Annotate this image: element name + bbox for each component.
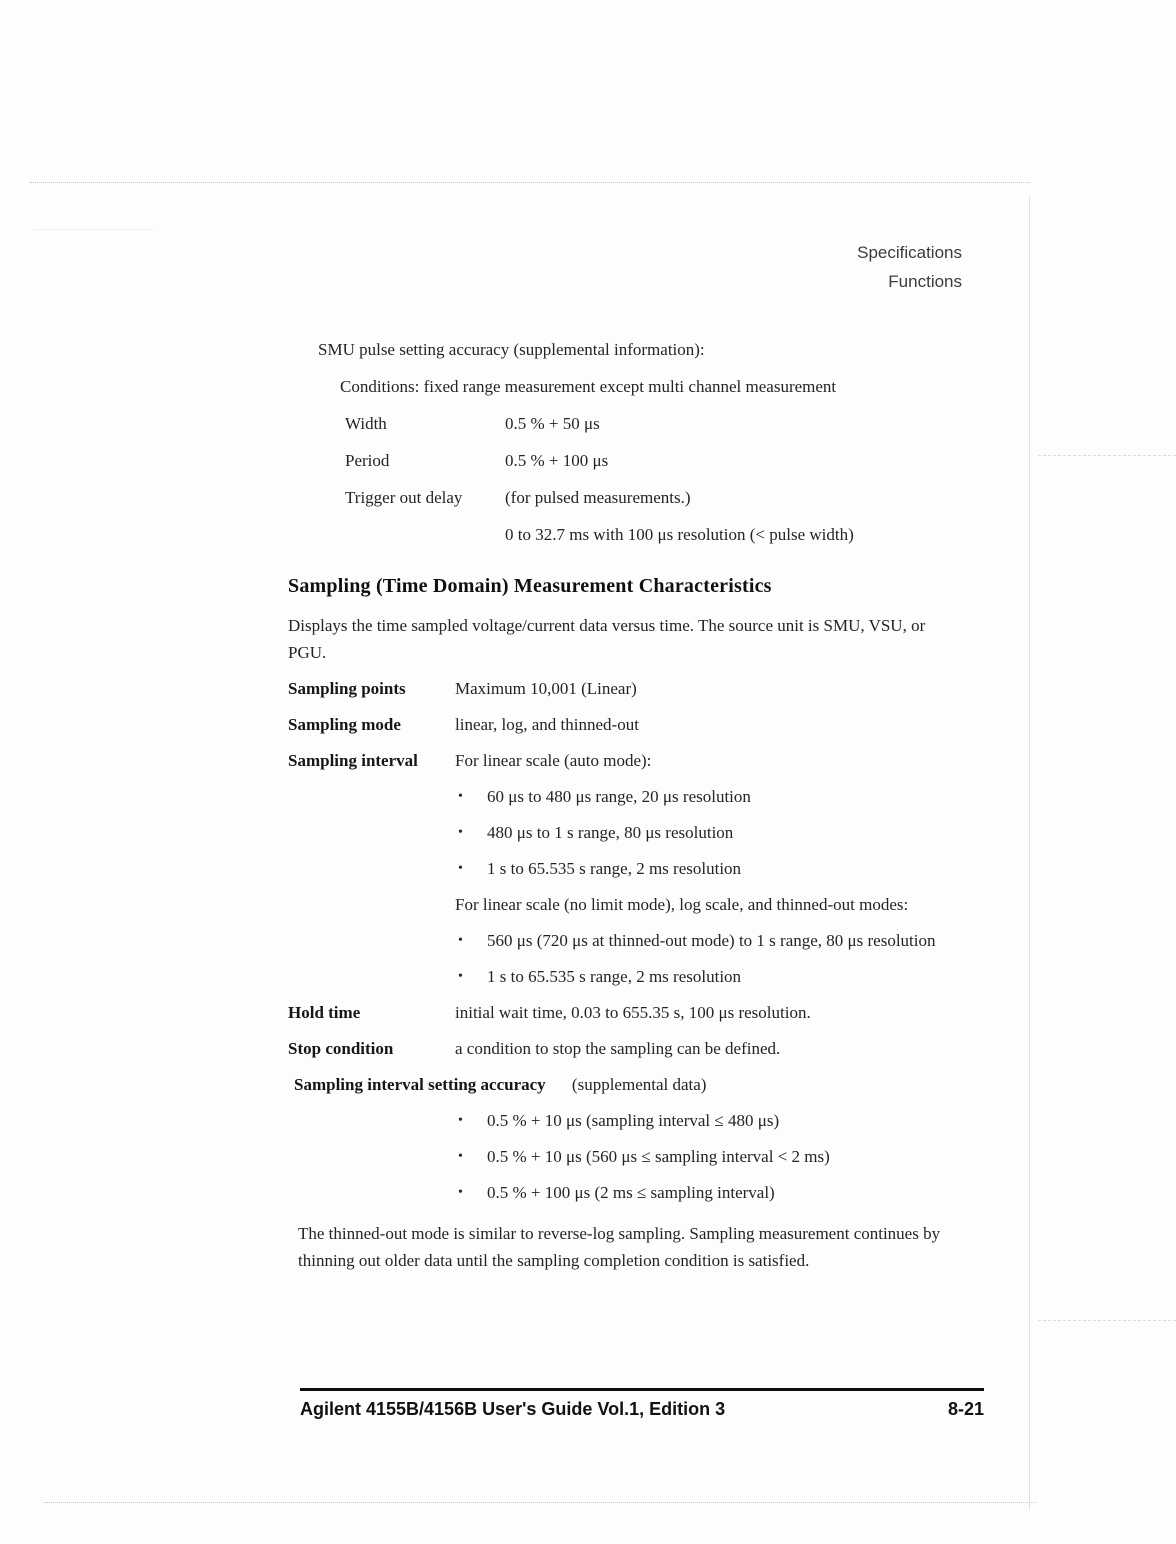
spec-value: 0 to 32.7 ms with 100 μs resolution (< pulse width) — [505, 525, 854, 544]
list-item-text: 60 μs to 480 μs range, 20 μs resolution — [487, 787, 751, 806]
list-item — [458, 819, 952, 846]
spec-label: Stop condition — [288, 1039, 394, 1058]
pulse-accuracy-intro: SMU pulse setting accuracy (supplemental information): — [318, 340, 705, 359]
spec-value: Maximum 10,001 (Linear) — [455, 679, 637, 698]
list-item — [458, 1107, 952, 1134]
bullet-icon: • — [458, 789, 463, 804]
spec-value: (supplemental data) — [571, 1075, 707, 1094]
bullet-icon: • — [458, 861, 463, 876]
scan-line-top — [30, 182, 1030, 183]
scan-line-bottom — [44, 1502, 1036, 1503]
list-item-text: 480 μs to 1 s range, 80 μs resolution — [487, 823, 734, 842]
list-item — [458, 1179, 952, 1206]
bullet-icon: • — [458, 825, 463, 840]
list-item-text: 560 μs (720 μs at thinned-out mode) to 1 s range, 80 μs resolution — [487, 931, 936, 950]
list-item-text: 0.5 % + 100 μs (2 ms ≤ sampling interval) — [487, 1183, 775, 1202]
spec-label: Sampling interval setting accuracy — [294, 1075, 546, 1094]
footer-title: Agilent 4155B/4156B User's Guide Vol.1, Edition 3 — [300, 1399, 726, 1419]
bullet-icon: • — [458, 1185, 463, 1200]
spec-value: (for pulsed measurements.) — [505, 488, 691, 507]
list-item — [458, 783, 952, 810]
bullet-icon: • — [458, 969, 463, 984]
page-footer — [300, 1388, 984, 1420]
table-row — [288, 1035, 952, 1062]
spec-value: 0.5 % + 50 μs — [505, 414, 600, 433]
spec-value: 0.5 % + 100 μs — [505, 451, 609, 470]
running-header — [857, 238, 962, 296]
spec-label: Trigger out delay — [345, 488, 463, 507]
bullet-icon: • — [458, 1113, 463, 1128]
spec-label: Width — [345, 414, 387, 433]
closing-paragraph: The thinned-out mode is similar to reverse-log sampling. Sampling measurement continues by thinning out older data until the sampling completion condition is satisfied. — [298, 1224, 941, 1270]
spec-value: For linear scale (auto mode): — [455, 751, 652, 770]
spec-value: initial wait time, 0.03 to 655.35 s, 100 μs resolution. — [455, 1003, 811, 1022]
page-content — [288, 336, 952, 1274]
table-row — [288, 747, 952, 774]
spec-value: a condition to stop the sampling can be defined. — [455, 1039, 781, 1058]
list-item-text: 1 s to 65.535 s range, 2 ms resolution — [487, 967, 742, 986]
bullet-icon: • — [458, 1149, 463, 1164]
header-section: Functions — [888, 272, 962, 291]
table-row — [288, 675, 952, 702]
section-intro: Displays the time sampled voltage/current data versus time. The source unit is SMU, VSU, or PGU. — [288, 616, 926, 662]
other-modes-intro: For linear scale (no limit mode), log scale, and thinned-out modes: — [455, 895, 909, 914]
table-row — [288, 711, 952, 738]
bullet-icon: • — [458, 933, 463, 948]
pulse-spec-table — [345, 410, 952, 548]
table-row — [345, 484, 952, 511]
spec-label: Sampling interval — [288, 751, 418, 770]
spec-value: linear, log, and thinned-out — [455, 715, 639, 734]
list-item-text: 0.5 % + 10 μs (560 μs ≤ sampling interval < 2 ms) — [487, 1147, 830, 1166]
scan-line-vertical — [1029, 196, 1030, 1510]
scan-line-right-upper — [1038, 455, 1176, 456]
list-item-text: 0.5 % + 10 μs (sampling interval ≤ 480 μs) — [487, 1111, 780, 1130]
header-chapter: Specifications — [857, 243, 962, 262]
spec-label: Hold time — [288, 1003, 361, 1022]
page-number: 8-21 — [947, 1399, 984, 1419]
scan-mark-top-left — [34, 229, 154, 230]
list-item-text: 1 s to 65.535 s range, 2 ms resolution — [487, 859, 742, 878]
table-row — [345, 521, 952, 548]
scan-line-right-lower — [1038, 1320, 1176, 1321]
list-item — [458, 1143, 952, 1170]
list-item — [458, 855, 952, 882]
spec-label: Sampling points — [288, 679, 406, 698]
spec-label: Period — [345, 451, 390, 470]
table-row — [345, 410, 952, 437]
list-item — [458, 963, 952, 990]
table-row — [288, 999, 952, 1026]
table-row — [294, 1071, 952, 1098]
list-item — [458, 927, 952, 954]
spec-label — [345, 521, 505, 548]
pulse-conditions: Conditions: fixed range measurement except multi channel measurement — [340, 377, 837, 396]
section-title: Sampling (Time Domain) Measurement Characteristics — [288, 575, 772, 597]
spec-label: Sampling mode — [288, 715, 401, 734]
table-row — [345, 447, 952, 474]
